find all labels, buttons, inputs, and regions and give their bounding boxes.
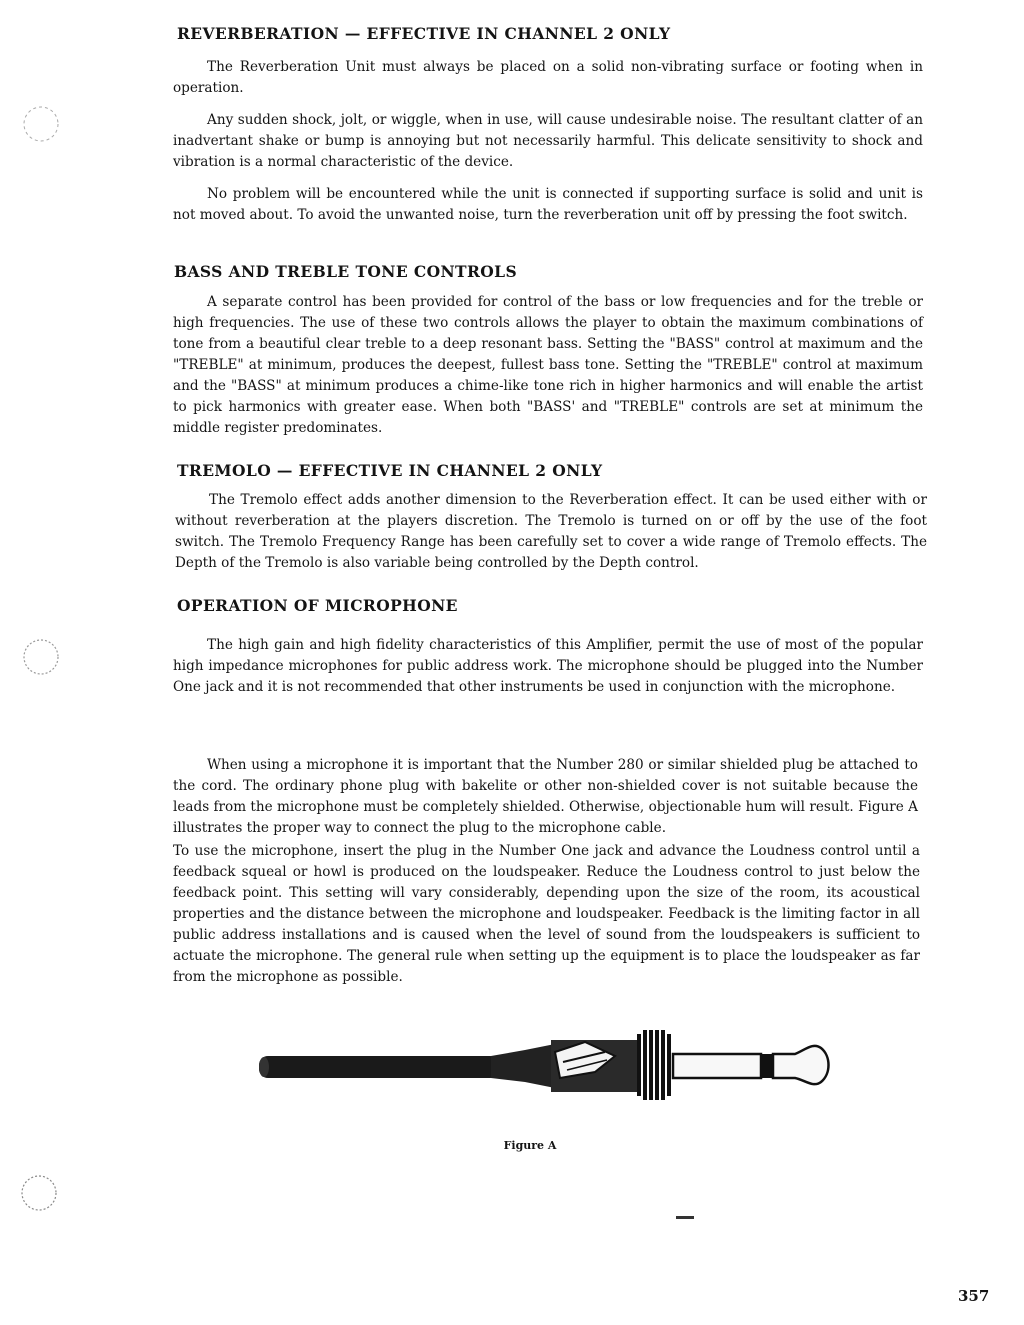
paragraph: The Reverberation Unit must always be placed on a solid non-vibrating surface or footing when in operation.: [173, 59, 923, 96]
binder-hole-icon: [20, 636, 62, 678]
scan-mark: [676, 1216, 694, 1219]
figure-caption: Figure A: [503, 1139, 557, 1152]
section-heading-microphone: OPERATION OF MICROPHONE: [177, 596, 458, 615]
phone-plug-illustration-icon: [255, 1022, 835, 1104]
section-heading-tone-controls: BASS AND TREBLE TONE CONTROLS: [174, 262, 518, 281]
page-number: 357: [958, 1287, 990, 1305]
section-heading-reverberation: REVERBERATION — EFFECTIVE IN CHANNEL 2 ONLY: [177, 24, 671, 43]
binder-hole-icon: [20, 103, 62, 145]
binder-hole-icon: [18, 1172, 60, 1214]
paragraph: A separate control has been provided for control of the bass or low frequencies and for the treble or high frequencies. The use of these two controls allows the player to obtain the maximum combinations of tone from a beautiful clear treble to a deep resonant bass. Setting the "BASS" control at maximum and the "TREBLE" at minimum, produces the deepest, fullest bass tone. Setting the "TREBLE" control at maximum and the "BASS" at minimum produces a chime-like tone rich in higher harmonics and will enable the artist to pick harmonics with greater ease. When both "BASS' and "TREBLE" controls are set at minimum the middle register predominates.: [173, 294, 923, 436]
paragraph: When using a microphone it is important that the Number 280 or similar shielded plug be attached to the cord. The ordinary phone plug with bakelite or other non-shielded cover is not suitable because the leads from the microphone must be completely shielded. Otherwise, objectionable hum will result. Figure A illustrates the proper way to connect the plug to the microphone cable.: [173, 757, 918, 836]
paragraph: Any sudden shock, jolt, or wiggle, when in use, will cause undesirable noise. The resultant clatter of an inadvertant shake or bump is annoying but not necessarily harmful. This delicate sensitivity to shock and vibration is a normal characteristic of the device.: [173, 112, 923, 170]
paragraph: The high gain and high fidelity characteristics of this Amplifier, permit the use of most of the popular high impedance microphones for public address work. The microphone should be plugged into the Number One jack and it is not recommended that other instruments be used in conjunction with the microphone.: [173, 637, 923, 695]
paragraph: The Tremolo effect adds another dimension to the Reverberation effect. It can be used either with or without reverberation at the players discretion. The Tremolo is turned on or off by the use of the foot switch. The Tremolo Frequency Range has been carefully set to cover a wide range of Tremolo effects. The Depth of the Tremolo is also variable being controlled by the Depth control.: [175, 492, 927, 571]
section-heading-tremolo: TREMOLO — EFFECTIVE IN CHANNEL 2 ONLY: [177, 461, 603, 480]
paragraph: No problem will be encountered while the unit is connected if supporting surface is solid and unit is not moved about. To avoid the unwanted noise, turn the reverberation unit off by pressing the foot switch.: [173, 186, 923, 223]
paragraph: To use the microphone, insert the plug in the Number One jack and advance the Loudness control until a feedback squeal or howl is produced on the loudspeaker. Reduce the Loudness control to just below the feedback point. This setting will vary considerably, depending upon the size of the room, its acoustical properties and the distance between the microphone and loudspeaker. Feedback is the limiting factor in all public address installations and is caused when the level of sound from the loudspeakers is sufficient to actuate the microphone. The general rule when setting up the equipment is to place the loudspeaker as far from the microphone as possible.: [173, 843, 920, 985]
